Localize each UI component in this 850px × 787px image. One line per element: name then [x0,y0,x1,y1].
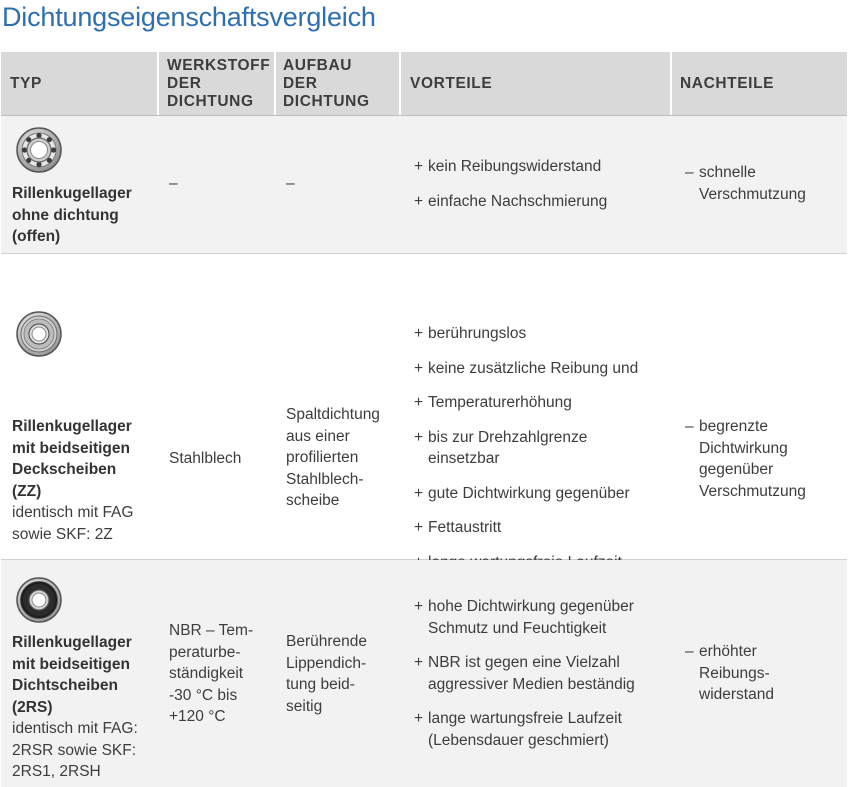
header-divider [157,52,159,115]
advantage-item: + berührungslos [414,325,527,342]
type-name: Rillenkugellager ohne dichtung (offen) [12,185,132,245]
type-note: identisch mit FAG sowie SKF: 2Z [12,504,134,543]
werkstoff-value: – [169,175,178,192]
advantage-item: + kein Reibungswiderstand [414,158,602,175]
table-row-sealed-bearing [1,560,847,787]
advantage-item: + gute Dichtwirkung gegenüber [414,484,630,502]
header-vorteile: VORTEILE [410,75,493,92]
header-divider [399,52,401,115]
aufbau-value: Spaltdichtung aus einer profilierten Stahlblech- scheibe [286,406,380,509]
advantage-item: + lange wartungsfreie Laufzeit (Lebensdauer geschmiert) [414,710,622,749]
werkstoff-value: NBR – Tem- peraturbe- ständigkeit -30 °C bis +120 °C [169,622,254,725]
shielded-ball-bearing-icon [15,310,63,358]
header-typ: TYP [10,75,42,92]
disadvantages-text: – begrenzte Dichtwirkung gegenüber Verschmutzung [685,418,806,500]
advantages-list [414,323,669,595]
disadvantages-text: – schnelle Verschmutzung [685,164,806,203]
type-name: Rillenkugellager mit beidseitigen Deckscheiben (ZZ) [12,418,132,500]
advantage-item: + hohe Dichtwirkung gegenüber Schmutz und Feuchtigkeit [414,598,634,637]
advantage-item: + bis zur Drehzahlgrenze einsetzbar [414,428,588,467]
advantage-item: + keine zusätzliche Reibung und [414,359,639,377]
advantage-item: + Fettaustritt [414,519,502,536]
table-row-shielded-bearing [1,254,847,560]
open-ball-bearing-icon [15,126,63,174]
advantages-list [414,596,669,751]
advantage-item: + einfache Nachschmierung [414,192,608,210]
advantages-list [414,156,664,212]
header-divider [274,52,276,115]
werkstoff-value: Stahlblech [169,450,242,467]
advantage-item: + NBR ist gegen eine Vielzahl aggressiver Medien beständig [414,654,635,693]
aufbau-value: Berührende Lippendich- tung beid- seitig [286,633,368,715]
table-header [1,52,847,116]
page-title: Dichtungseigenschaftsvergleich [2,2,376,32]
sealed-ball-bearing-icon [15,576,63,624]
disadvantages-text: – erhöhter Reibungs- widerstand [685,643,774,703]
table-row-open-bearing [1,116,847,254]
header-divider [670,52,672,115]
type-name: Rillenkugellager mit beidseitigen Dichtscheiben (2RS) [12,634,132,716]
header-nachteile: NACHTEILE [680,75,775,92]
aufbau-value: – [286,175,295,192]
header-aufbau: AUFBAU DER DICHTUNG [283,57,370,110]
advantage-item: + Temperaturerhöhung [414,394,572,411]
header-werkstoff: WERKSTOFF DER DICHTUNG [167,57,271,110]
type-note: identisch mit FAG: 2RSR sowie SKF: 2RS1, 2RSH [12,720,138,780]
